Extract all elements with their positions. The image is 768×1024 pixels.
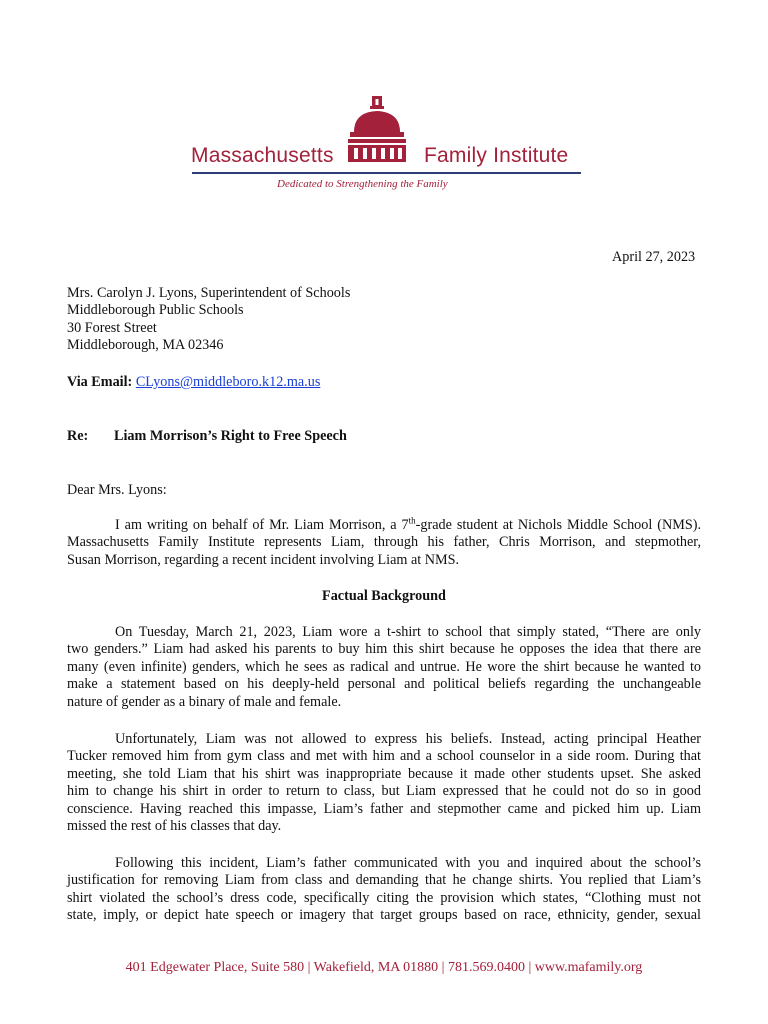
paragraph-line: justification for removing Liam from class and demanding that he change shirts. You replied that Liam’s bbox=[67, 872, 701, 889]
subject-line bbox=[67, 428, 347, 445]
paragraph-line: meeting, she told Liam that his shirt was inappropriate because it made other students upset. She asked bbox=[67, 765, 701, 782]
email-link[interactable]: CLyons@middleboro.k12.ma.us bbox=[135, 374, 321, 390]
via-email-line bbox=[67, 374, 320, 391]
paragraph-line: make a statement based on his deeply-held personal and political beliefs regarding the unchangeable bbox=[67, 676, 701, 693]
paragraph-line: nature of gender as a binary of male and female. bbox=[67, 693, 342, 710]
recipient-line: Middleborough Public Schools bbox=[67, 302, 244, 319]
paragraph-line: shirt violated the school’s dress code, specifically citing the provision which states, “Clothing must not bbox=[67, 889, 701, 906]
recipient-line: 30 Forest Street bbox=[67, 319, 157, 336]
salutation: Dear Mrs. Lyons: bbox=[67, 482, 167, 498]
letter-date: April 27, 2023 bbox=[612, 249, 696, 265]
intro-text: -grade student at Nichols Middle School (NMS). bbox=[415, 517, 701, 533]
recipient-address bbox=[67, 285, 350, 355]
paragraph-2 bbox=[67, 731, 701, 835]
ordinal-superscript: th bbox=[408, 515, 416, 526]
paragraph-line: Tucker removed him from gym class and met with him and a school counselor in a side room. During that bbox=[67, 748, 701, 765]
via-email-label: Via Email: bbox=[67, 374, 133, 390]
paragraph-3 bbox=[67, 855, 701, 925]
paragraph-line: him to change his shirt in order to return to class, but Liam expressed that he could not do so in good bbox=[67, 783, 701, 800]
paragraph-line: many (even infinite) genders, which he sees as radical and untrue. He wore the shirt because he wanted to bbox=[67, 658, 701, 675]
state-house-dome-icon bbox=[340, 94, 414, 166]
paragraph-1 bbox=[67, 624, 701, 711]
subject-label: Re: bbox=[67, 428, 89, 444]
letterhead-tagline: Dedicated to Strengthening the Family bbox=[277, 178, 448, 190]
recipient-line: Middleborough, MA 02346 bbox=[67, 337, 224, 354]
intro-line: Massachusetts Family Institute represents Liam, through his father, Chris Morrison, and stepmother, bbox=[67, 534, 701, 551]
letterhead-name-left: Massachusetts bbox=[191, 144, 334, 167]
paragraph-line: On Tuesday, March 21, 2023, Liam wore a t-shirt to school that simply stated, “There are only bbox=[115, 624, 701, 640]
letterhead-rule bbox=[192, 172, 581, 174]
intro-text: I am writing on behalf of Mr. Liam Morrison, a 7 bbox=[115, 517, 409, 533]
letterhead-footer: 401 Edgewater Place, Suite 580 | Wakefield, MA 01880 | 781.569.0400 | www.mafamily.org bbox=[125, 960, 643, 975]
letterhead-name-right: Family Institute bbox=[424, 144, 569, 167]
recipient-line: Mrs. Carolyn J. Lyons, Superintendent of Schools bbox=[67, 285, 351, 301]
paragraph-line: two genders.” Liam had asked his parents to buy him this shirt because he opposes the idea that there are bbox=[67, 641, 701, 658]
section-heading: Factual Background bbox=[322, 588, 446, 604]
subject-text: Liam Morrison’s Right to Free Speech bbox=[114, 428, 347, 444]
paragraph-line: Following this incident, Liam’s father communicated with you and inquired about the school’s bbox=[115, 855, 701, 871]
paragraph-line: conscience. Having reached this impasse, Liam’s father and stepmother came and picked him up. Liam bbox=[67, 800, 701, 817]
paragraph-line: state, imply, or depict hate speech or imagery that target groups based on race, ethnicity, gender, sexual bbox=[67, 907, 701, 924]
intro-line: Susan Morrison, regarding a recent incident involving Liam at NMS. bbox=[67, 551, 460, 568]
intro-line bbox=[67, 517, 701, 534]
intro-paragraph bbox=[67, 517, 701, 569]
paragraph-line: Unfortunately, Liam was not allowed to express his beliefs. Instead, acting principal Heather bbox=[115, 731, 701, 747]
paragraph-line: missed the rest of his classes that day. bbox=[67, 817, 282, 834]
